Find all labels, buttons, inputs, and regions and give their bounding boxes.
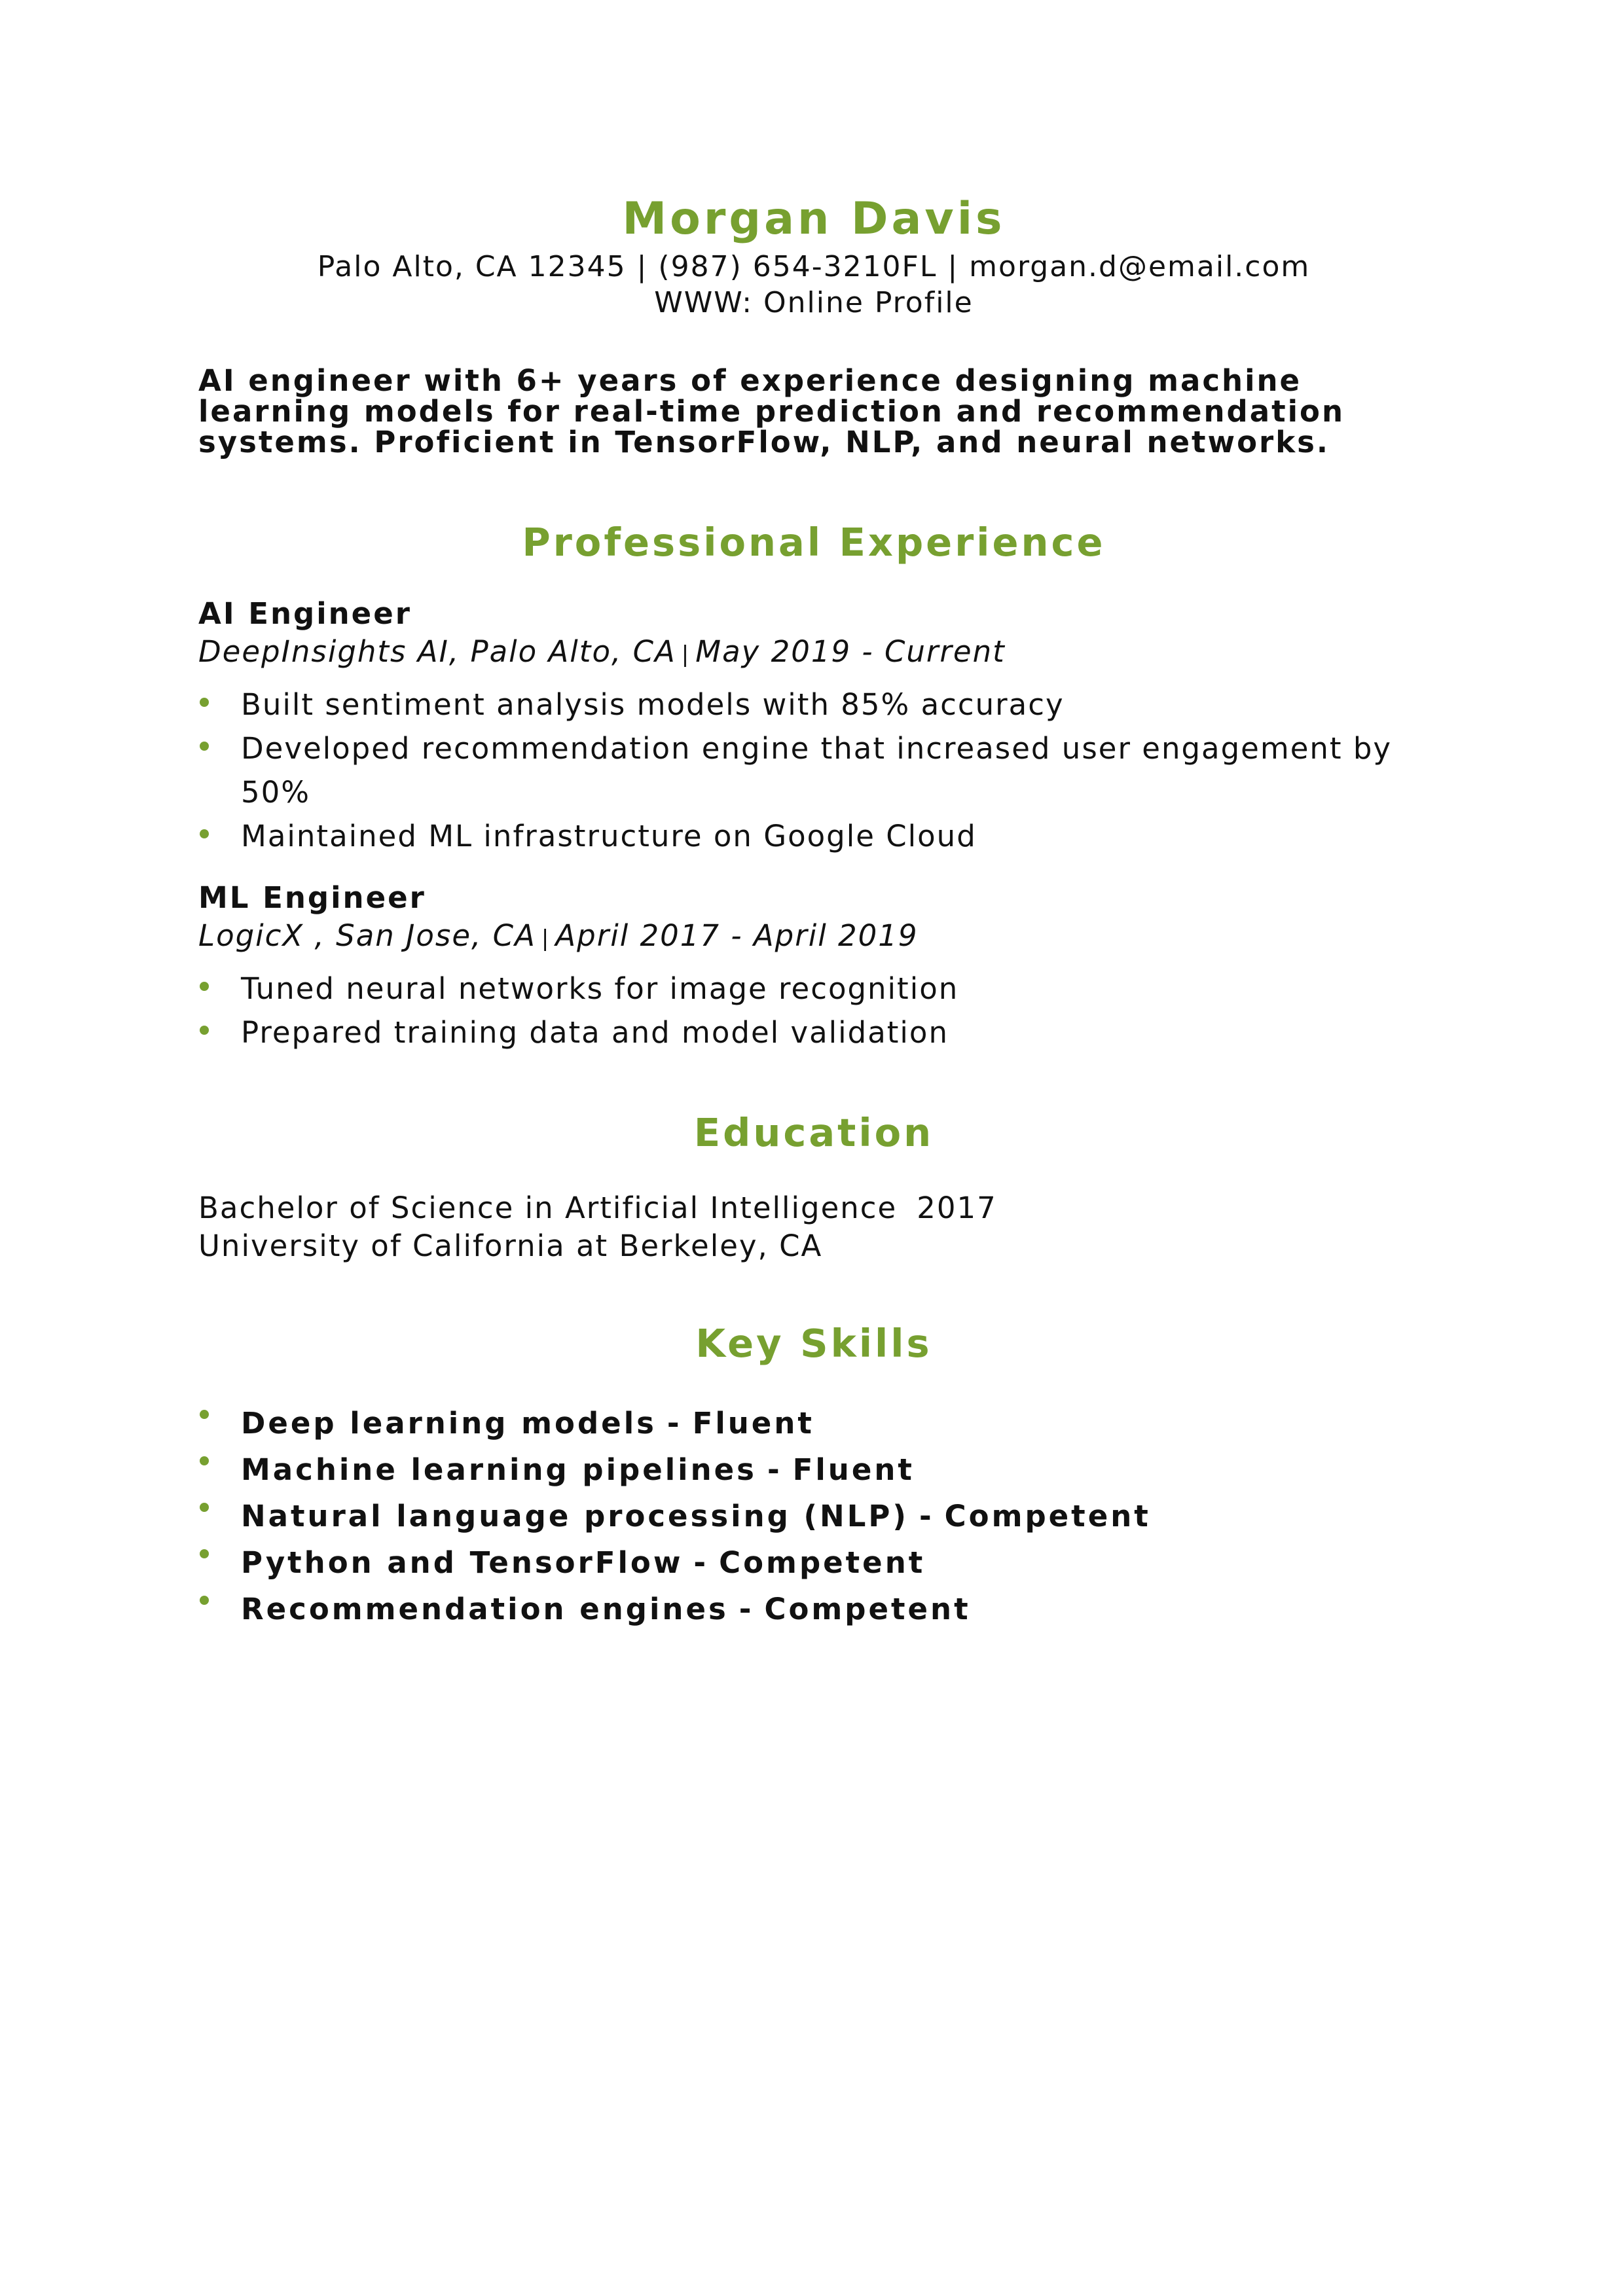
list-item	[198, 814, 1429, 858]
job-entry	[198, 595, 1429, 858]
degree: Bachelor of Science in Artificial Intelligence	[198, 1191, 898, 1225]
section-title-education: Education	[693, 1110, 934, 1155]
education-entry	[198, 1189, 1429, 1265]
bullet-text: Tuned neural networks for image recognition	[241, 971, 959, 1006]
contact-line: Palo Alto, CA 12345 | (987) 654-3210FL | morgan.d@email.com	[317, 250, 1311, 283]
job-meta	[198, 917, 1429, 958]
resume-content	[198, 190, 1429, 1632]
skill-separator: -	[739, 1592, 754, 1626]
candidate-name: Morgan Davis	[622, 193, 1006, 245]
skill-level: Fluent	[792, 1452, 915, 1487]
school: University of California at Berkeley, CA	[198, 1229, 823, 1263]
job-meta-separator: |	[681, 641, 691, 668]
job-entry	[198, 879, 1429, 1054]
list-item	[198, 967, 1429, 1011]
skill-item	[198, 1446, 1429, 1493]
job-dates: April 2017 - April 2019	[555, 918, 919, 953]
bullet-dot-icon	[200, 982, 209, 991]
skills-list	[198, 1400, 1429, 1632]
bullet-text: Prepared training data and model validation	[241, 1015, 949, 1050]
skill-name: Machine learning pipelines	[241, 1452, 757, 1487]
skill-name: Natural language processing (NLP)	[241, 1499, 909, 1534]
bullet-text: Maintained ML infrastructure on Google Cloud	[241, 819, 977, 853]
skill-level: Competent	[719, 1545, 926, 1580]
list-item	[198, 683, 1429, 726]
skill-name: Recommendation engines	[241, 1592, 729, 1626]
job-meta-separator: |	[541, 925, 551, 952]
job-dates: May 2019 - Current	[695, 634, 1006, 669]
professional-summary: AI engineer with 6+ years of experience designing machine learning models for real-time prediction and recommendation systems. Proficient in TensorFlow, NLP, and neural networks.	[198, 363, 1345, 459]
bullet-text: Developed recommendation engine that increased user engagement by 50%	[241, 731, 1393, 810]
bullet-dot-icon	[200, 829, 209, 838]
section-title-experience: Professional Experience	[522, 520, 1106, 565]
bullet-dot-icon	[200, 1596, 209, 1605]
skill-item	[198, 1586, 1429, 1632]
web-profile-line: WWW: Online Profile	[654, 286, 974, 319]
skill-level: Competent	[944, 1499, 1151, 1534]
section-title-skills: Key Skills	[695, 1321, 932, 1366]
skill-level: Competent	[764, 1592, 971, 1626]
skill-item	[198, 1539, 1429, 1586]
skill-level: Fluent	[692, 1406, 814, 1441]
bullet-text: Built sentiment analysis models with 85% accuracy	[241, 687, 1065, 722]
job-company-location: DeepInsights AI, Palo Alto, CA	[198, 634, 676, 669]
list-item	[198, 1011, 1429, 1054]
bullet-dot-icon	[200, 1549, 209, 1558]
graduation-year: 2017	[917, 1191, 997, 1225]
job-bullet-list	[198, 967, 1429, 1054]
job-meta	[198, 633, 1429, 673]
skill-separator: -	[693, 1545, 709, 1580]
bullet-dot-icon	[200, 1503, 209, 1512]
list-item	[198, 726, 1429, 814]
job-company-location: LogicX , San Jose, CA	[198, 918, 536, 953]
bullet-dot-icon	[200, 698, 209, 707]
bullet-dot-icon	[200, 1456, 209, 1465]
degree-line	[198, 1189, 1429, 1227]
job-title: AI Engineer	[198, 596, 412, 631]
bullet-dot-icon	[200, 1026, 209, 1035]
skill-separator: -	[666, 1406, 682, 1441]
skill-name: Python and TensorFlow	[241, 1545, 684, 1580]
skill-separator: -	[767, 1452, 782, 1487]
skill-name: Deep learning models	[241, 1406, 657, 1441]
skill-item	[198, 1493, 1429, 1539]
bullet-dot-icon	[200, 742, 209, 751]
skill-separator: -	[919, 1499, 934, 1534]
job-title: ML Engineer	[198, 880, 426, 915]
job-bullet-list	[198, 683, 1429, 858]
bullet-dot-icon	[200, 1410, 209, 1419]
skill-item	[198, 1400, 1429, 1446]
